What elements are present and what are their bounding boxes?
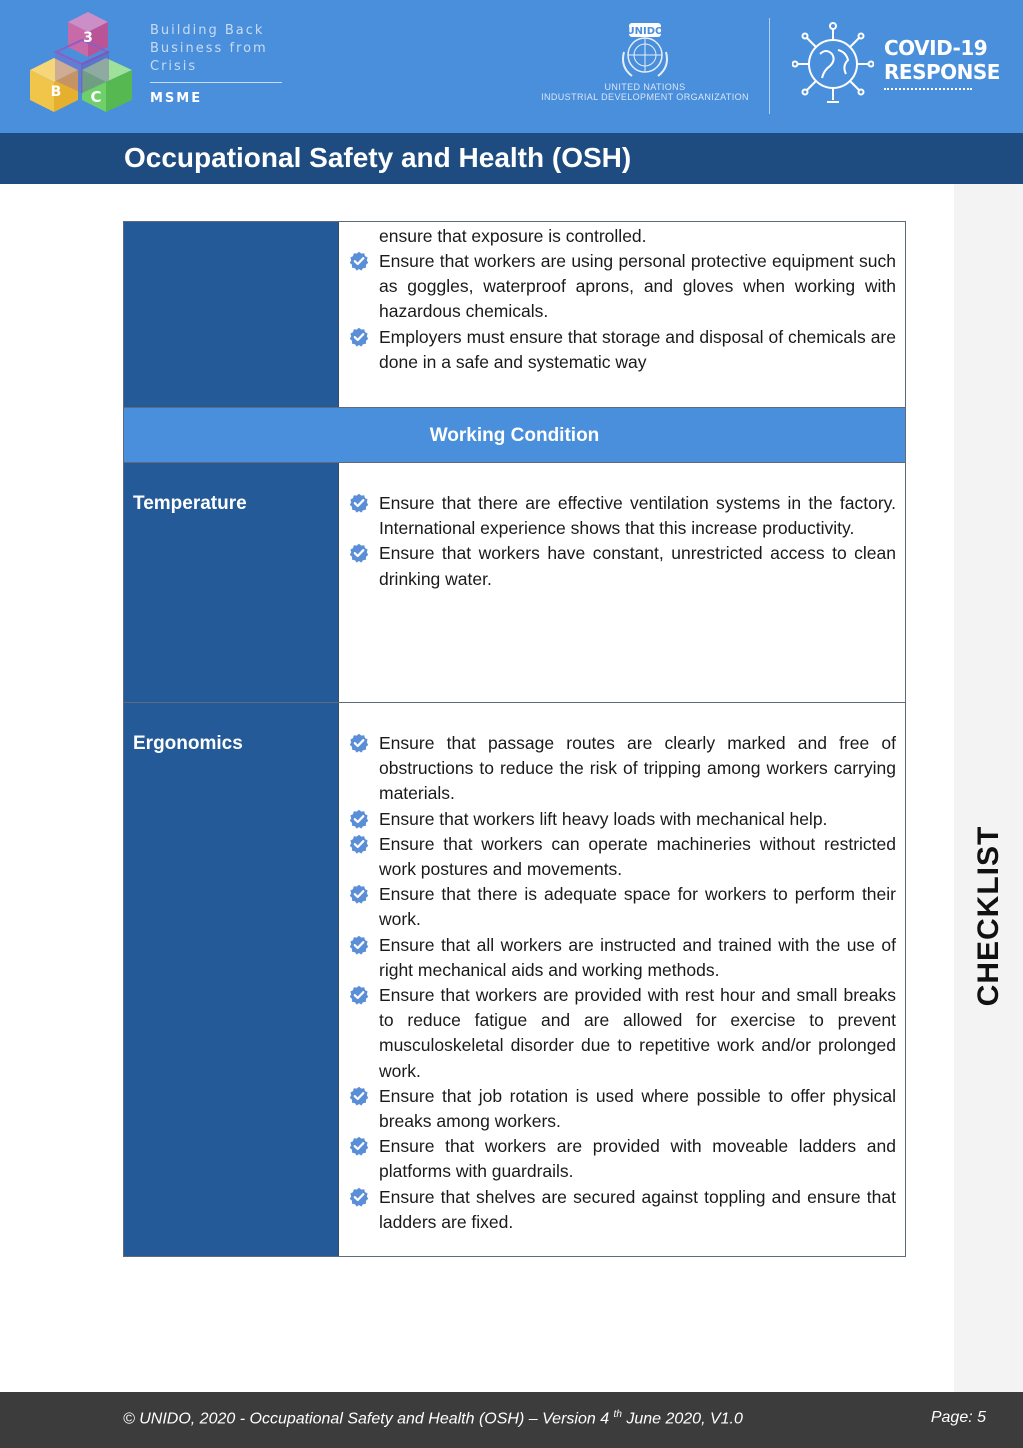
covid-dotted-rule: [884, 88, 972, 90]
header-divider: [769, 18, 770, 114]
list-item: Ensure that workers lift heavy loads with mechanical help.: [340, 807, 905, 832]
list-item: Ensure that workers have constant, unrestricted access to clean drinking water.: [340, 541, 905, 591]
verified-check-icon: [349, 985, 369, 1005]
row-label-ergonomics: Ergonomics: [133, 733, 243, 754]
page-footer: [0, 1392, 1023, 1448]
brand-line-3: Crisis: [150, 59, 198, 74]
header-bar: [0, 0, 1023, 133]
list-item: Ensure that workers are provided with rest hour and small breaks to reduce fatigue and are allowed for exercise to prevent musculoskeletal disorder due to repetitive work and/or prolonged work.: [340, 983, 905, 1084]
verified-check-icon: [349, 733, 369, 753]
verified-check-icon: [349, 1136, 369, 1156]
osh-checklist-table: [123, 221, 906, 1257]
cube-letter-b: B: [50, 84, 62, 100]
brand-line-1: Building Back: [150, 23, 265, 38]
unido-logo: [540, 22, 750, 102]
verified-check-icon: [349, 935, 369, 955]
bbbc-cube-logo-icon: [26, 12, 141, 124]
footer-copyright: © UNIDO, 2020 - Occupational Safety and Health (OSH) – Version 4 $^{th}$ June 2020, V1.0: [123, 1409, 743, 1428]
unido-wordmark: UNIDO: [626, 26, 664, 37]
verified-check-icon: [349, 809, 369, 829]
row-label-temperature: Temperature: [133, 493, 247, 514]
unido-caption-1: UNITED NATIONS: [604, 82, 686, 92]
cube-letter-3: 3: [83, 30, 93, 46]
ergonomics-list: [340, 731, 905, 1235]
items-cell: [340, 703, 905, 1256]
list-item: Employers must ensure that storage and disposal of chemicals are done in a safe and systematic way: [340, 325, 905, 375]
checklist-sidebar: [954, 184, 1023, 1392]
list-item: Ensure that workers are using personal protective equipment such as goggles, waterproof aprons, and gloves when working with hazardous chemicals.: [340, 249, 905, 325]
covid-line-2: RESPONSE: [884, 60, 1000, 84]
verified-check-icon: [349, 493, 369, 513]
list-item: Ensure that shelves are secured against toppling and ensure that ladders are fixed.: [340, 1185, 905, 1235]
section-heading-working-condition: Working Condition: [124, 408, 905, 463]
sidebar-checklist-label: CHECKLIST: [972, 825, 1005, 1007]
list-item: Ensure that passage routes are clearly marked and free of obstructions to reduce the risk of tripping among workers carrying materials.: [340, 731, 905, 807]
cube-letter-c: C: [90, 88, 102, 106]
covid-line-1: COVID-19: [884, 36, 988, 60]
verified-check-icon: [349, 327, 369, 347]
covid-globe-icon: [792, 22, 874, 108]
list-item: Ensure that all workers are instructed and trained with the use of right mechanical aids and working methods.: [340, 933, 905, 983]
items-cell: [340, 222, 905, 407]
continuation-list: [340, 249, 905, 375]
unido-caption-2: INDUSTRIAL DEVELOPMENT ORGANIZATION: [541, 92, 749, 102]
list-item: Ensure that workers can operate machineries without restricted work postures and movements.: [340, 832, 905, 882]
items-cell: [340, 463, 905, 702]
verified-check-icon: [349, 1187, 369, 1207]
list-item: Ensure that there is adequate space for workers to perform their work.: [340, 882, 905, 932]
page-title: Occupational Safety and Health (OSH): [124, 142, 632, 173]
list-item: Ensure that there are effective ventilation systems in the factory. International experience shows that this increase productivity.: [340, 491, 905, 541]
label-cell-empty: [124, 222, 339, 407]
brand-line-2: Business from: [150, 41, 268, 56]
verified-check-icon: [349, 251, 369, 271]
verified-check-icon: [349, 543, 369, 563]
continued-text: ensure that exposure is controlled.: [379, 226, 647, 246]
table-row-continuation: [124, 222, 905, 408]
un-emblem-icon: [610, 22, 680, 82]
label-cell: [124, 463, 339, 702]
table-row-ergonomics: [124, 703, 905, 1256]
title-bar: [0, 133, 1023, 184]
label-cell: [124, 703, 339, 1256]
covid-response-label: [884, 36, 1000, 90]
brand-divider: [150, 82, 282, 83]
verified-check-icon: [349, 884, 369, 904]
verified-check-icon: [349, 1086, 369, 1106]
list-item: Ensure that workers are provided with moveable ladders and platforms with guardrails.: [340, 1134, 905, 1184]
brand-block: [150, 22, 285, 106]
table-row-temperature: [124, 463, 905, 703]
footer-page-number: Page: 5: [930, 1409, 986, 1426]
temperature-list: [340, 491, 905, 592]
list-item: Ensure that job rotation is used where possible to offer physical breaks among workers.: [340, 1084, 905, 1134]
verified-check-icon: [349, 834, 369, 854]
brand-msme: MSME: [150, 91, 203, 106]
